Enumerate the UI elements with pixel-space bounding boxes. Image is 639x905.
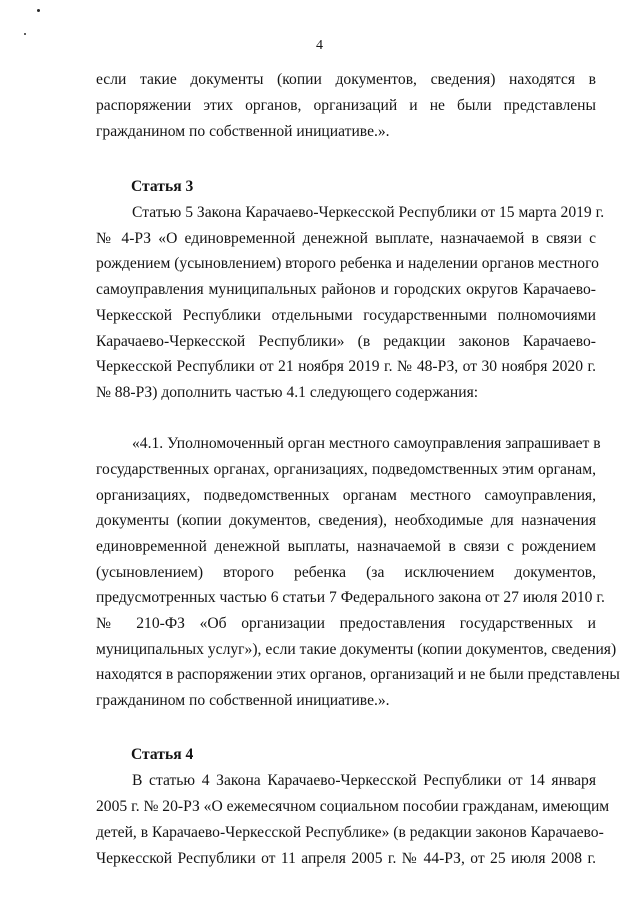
text-line: распоряжении этих органов, организаций и не были представлены	[96, 97, 596, 114]
article-heading: Статья 4	[131, 746, 194, 763]
text-line: организациях, подведомственных органам местного самоуправления,	[96, 487, 596, 504]
text-line: муниципальных услуг»), если такие документы (копии документов, сведения)	[96, 641, 617, 658]
text-line: предусмотренных частью 6 статьи 7 Федерального закона от 27 июля 2010 г.	[96, 589, 605, 606]
text-line: находятся в распоряжении этих органов, организаций и не были представлены	[96, 666, 620, 683]
text-line: «4.1. Уполномоченный орган местного самоуправления запрашивает в	[132, 435, 601, 452]
text-line: Карачаево-Черкесской Республики» (в редакции законов Карачаево-	[96, 333, 596, 350]
page-number: 4	[316, 38, 323, 53]
text-line: 2005 г. № 20-РЗ «О ежемесячном социальном пособии гражданам, имеющим	[96, 798, 610, 815]
text-line: Черкесской Республики отдельными государственными полномочиями	[96, 307, 596, 324]
text-line: (усыновлением) второго ребенка (за исключением документов,	[96, 564, 596, 581]
text-line: документы (копии документов, сведения), необходимые для назначения	[96, 512, 596, 529]
text-line: гражданином по собственной инициативе.».	[96, 692, 390, 709]
text-line: гражданином по собственной инициативе.».	[96, 123, 390, 140]
text-line: единовременной денежной выплаты, назначаемой в связи с рождением	[96, 538, 596, 555]
scan-speck	[37, 9, 40, 12]
text-line: самоуправления муниципальных районов и городских округов Карачаево-	[96, 281, 596, 298]
text-line: Черкесской Республики от 21 ноября 2019 г. № 48-РЗ, от 30 ноября 2020 г.	[96, 358, 596, 375]
text-line: рождением (усыновлением) второго ребенка и наделении органов местного	[96, 255, 599, 272]
text-line: государственных органах, организациях, подведомственных этим органам,	[96, 461, 596, 478]
text-line: если такие документы (копии документов, сведения) находятся в	[96, 71, 596, 88]
article-heading: Статья 3	[131, 178, 194, 195]
scan-speck	[24, 33, 26, 35]
text-line: Статью 5 Закона Карачаево-Черкесской Республики от 15 марта 2019 г.	[132, 204, 605, 221]
text-line: детей, в Карачаево-Черкесской Республике» (в редакции законов Карачаево-	[96, 824, 604, 841]
text-line: № 210-ФЗ «Об организации предоставления государственных и	[96, 615, 596, 632]
text-line: Черкесской Республики от 11 апреля 2005 г. № 44-РЗ, от 25 июля 2008 г.	[96, 850, 596, 867]
text-line: № 4-РЗ «О единовременной денежной выплате, назначаемой в связи с	[96, 230, 596, 247]
text-line: В статью 4 Закона Карачаево-Черкесской Республики от 14 января	[132, 772, 596, 789]
text-line: № 88-РЗ) дополнить частью 4.1 следующего содержания:	[96, 384, 479, 401]
